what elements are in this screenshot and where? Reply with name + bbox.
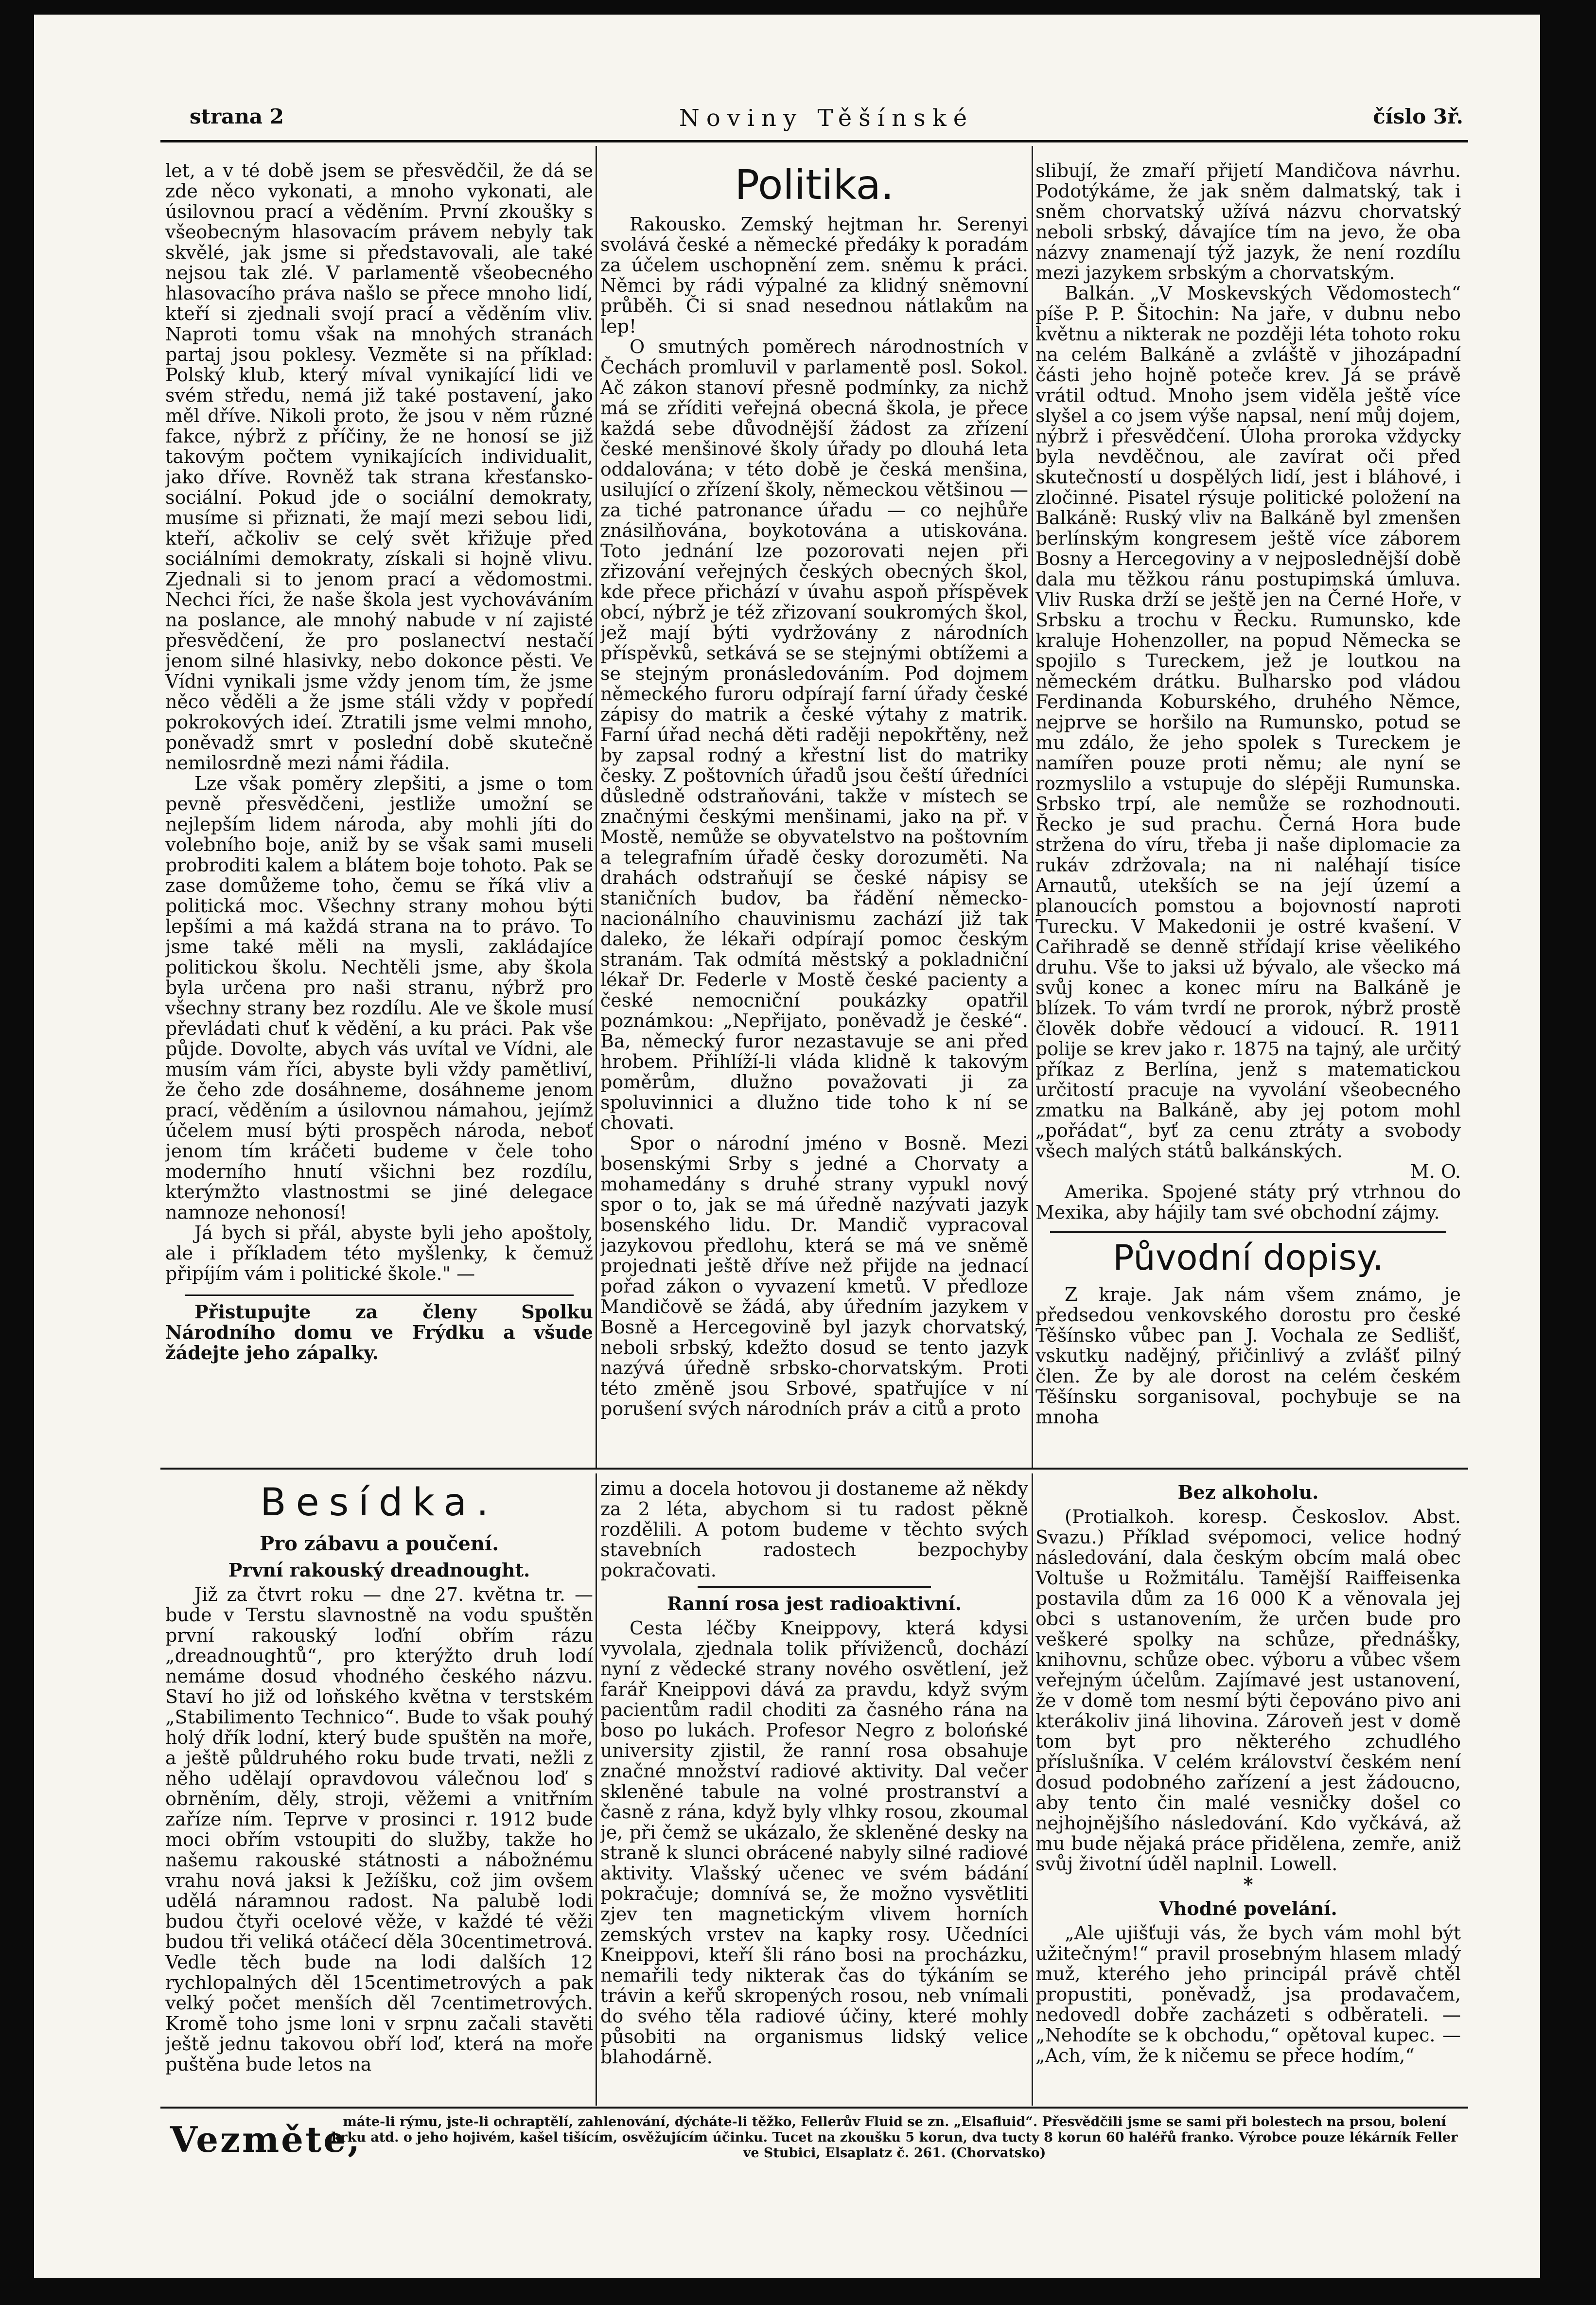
section-heading-politika: Politika.: [735, 161, 894, 209]
scan-border-right: [1540, 0, 1596, 2305]
column-2-politika: [600, 160, 1028, 1464]
scan-border-top: [0, 0, 1596, 15]
signature: M. O.: [1410, 1161, 1461, 1182]
paragraph: O smutných poměrech národnostních v Čechách promluvil v parlamentě posl. Sokol. Ač zákon stanoví přesně podmínky, za nichž má se zříditi veřejná obecná škola, je přece každá sebe důvodnější žádost za zřízení české menšinové školy úřady po dlouhá leta oddalována; v této době je česká menšina, usilující o zřízení školy, německou většinou — za tiché patronance úřadu — co nejhůře znásilňována, boykotována a utiskována. Toto jednání lze pozorovati nejen při zřizování veřejných českých obecných škol, kde přece přichází v úvahu aspoň příspěvek obcí, nýbrž je též zřizovaní soukromých škol, jež mají býti vydržovány z národních příspěvků, setkává se se stejnými obtížemi a se stejným pronásledováním. Pod dojmem německého furoru odpírají farní úřady české zápisy do matrik a české výtahy z matrik. Farní úřad nechá děti raději nepokřtěny, než by zapsal rodný a křestní list do matriky česky. Z poštovních úřadů jsou čeští úředníci důsledně odstraňováni, takže v místech se značnými českými menšinami, jako na př. v Mostě, nemůže se obyvatelstvo na poštovním a telegrafním úřadě česky dorozuměti. Na drahách odstraňují se české nápisy se staničních budov, ba řádění německo-nacionálního chauvinismu zachází již tak daleko, že lékaři odpírají pomoc českým stranám. Tak odmítá městský a pokladniční lékař Dr. Federle v Mostě české pacienty a české nemocniční poukázky opatřil poznámkou: „Nepřijato, poněvadž je české“. Ba, německý furor nezastavuje se ani před hrobem. Přihlíží-li vláda klidně k takovým poměrům, dlužno považovati ji za spoluvinnici a dlužno tide toho k ní se chovati.: [600, 336, 1028, 1134]
column-1-besidka: [165, 1478, 593, 2108]
column-separator: [596, 1473, 597, 2106]
issue-number-label: číslo 3ř.: [1373, 105, 1463, 128]
page-header: [190, 105, 1463, 139]
advert-text: máte-li rýmu, jste-li ochraptělí, zahlenování, dýcháte-li těžko, Fellerův Fluid se zn. „Elsafluid“. Přesvědčili jsme se sami při bolestech na prsou, bolení krku atd. o jeho hojivém, kašel tišícím, osvěžujícím účinku. Tucet na zkoušku 5 korun, dva tucty 8 korun 60 haléřů franko. Výrobce pouze lékárník Feller ve Stubici, Elsaplatz č. 261. (Chorvatsko): [331, 2114, 1458, 2161]
newspaper-title: Noviny Těšínské: [679, 105, 974, 132]
advert-headline: Vezměte,: [170, 2119, 362, 2160]
paragraph: let, a v té době jsem se přesvědčil, že dá se zde něco vykonati, a mnoho vykonati, ale úsilovnou prací a věděním. První zkoušky s všeobecným hlasovacím právem nebyly tak skvělé, jak jsme si představovali, ale také nejsou tak zlé. V parlamentě všeobecného hlasovacího práva našlo se přece mnoho lidí, kteří si zjednali svojí prací a věděním vliv. Naproti tomu však na mnohých stranách partaj jsou poklesy. Vezměte si na příklad: Polský klub, který míval vynikající lidi ve svém středu, nemá již také postavení, jako měl dříve. Nikoli proto, že jsou v něm různé fakce, nýbrž z příčiny, že ne honosí se již takovým počtem vynikajících individualit, jako dříve. Rovněž tak strana křesťansko-sociální. Pokud jde o sociální demokraty, musíme si přiznati, že mají mezi sebou lidi, kteří, ačkoliv se celý svět křižuje před sociálními demokraty, získali si hojně vlivu. Zjednali si to jenom prací a vědomostmi. Nechci říci, že naše škola jest vychováváním na poslance, ale mnohý nabude v ní zajisté přesvědčení, že pro poslanectví nestačí jenom silné hlasivky, nebo dokonce pěsti. Ve Vídni vynikali jsme vždy jenom tím, že jsme něco věděli a že jsme stáli vždy v popředí pokrokových ideí. Ztratili jsme velmi mnoho, poněvadž smrt v poslední době skutečně nemilosrdně mezi námi řádila.: [165, 160, 593, 774]
divider: [1050, 1231, 1446, 1233]
paragraph: Spor o národní jméno v Bosně. Mezi bosenskými Srby s jedné a Chorvaty a mohamedány s druhé strany vypukl nový spor o to, jak se má úředně nazývati jazyk bosenského lidu. Dr. Mandič vypracoval jazykovou předlohu, která se má ve sněmě projednati ještě dříve než přijde na jednací pořad zákon o vyvazení kmetů. V předloze Mandičově se žádá, aby úředním jazykem v Bosně a Hercegovině byl jazyk chorvatský, neboli srbský, kdežto dosud se tento jazyk nazývá úředně srbsko-chorvatským. Proti této změně jsou Srbové, spatřujíce v ní porušení svých národních práv a citů a proto: [600, 1133, 1028, 1419]
column-3-besidka-cont: [1035, 1478, 1461, 2108]
column-separator: [1032, 146, 1033, 1469]
column-separator: [1032, 1473, 1033, 2106]
paragraph: zimu a docela hotovou ji dostaneme až někdy za 2 léta, abychom si tu radost pěkně rozdělili. A potom budeme v těchto svých stavebních radostech bezpochyby pokračovati.: [600, 1478, 1028, 1581]
notice-national-house: Přistupujte za členy Spolku Národního domu ve Frýdku a všude žádejte jeho zápalky.: [165, 1301, 593, 1364]
paragraph: Já bych si přál, abyste byli jeho apoštoly, ale i příkladem této myšlenky, k čemuž připíjím vám i politické škole." —: [165, 1222, 593, 1284]
paragraph: Cesta léčby Kneippovy, která kdysi vyvolala, zjednala tolik příviženců, dochází nyní z vědecké strany nového osvětlení, jež farář Kneippovi dává za pravdu, když svým pacientům radil choditi za časného rána na boso po lukách. Profesor Negro z bolońské university zjistil, že ranní rosa obsahuje značné množství radiové aktivity. Dal večer skleněné tabule na volné prostranství a časně z rána, když byly vlhky rosou, zkoumal je, při čemž se ukázalo, že skleněné desky na straně k slunci obrácené nabyly silné radiové aktivity. Vlašský učenec ve svém bádání pokračuje; domnívá se, že možno vysvětliti zjev ten magnetickým vlivem horních zemských vrstev na kapky rosy. Učedníci Kneippovi, kteří šli ráno bosi na procházku, nemařili tedy nikterak čas do týkáním se trávin a keřů skropených rosou, neb vnímali do svého těla radiové účiny, které mohly působiti na organismus lidský velice blahodárně.: [600, 1617, 1028, 2068]
column-separator: [596, 146, 597, 1469]
page-number-label: strana 2: [190, 105, 284, 128]
column-3-politika-cont: [1035, 160, 1461, 1464]
paragraph: Již za čtvrt roku — dne 27. května tr. — bude v Terstu slavnostně na vodu spuštěn první rakouský loďní obřím rázu „dreadnoughtů“, pro kterýžto druh lodí nemáme dosud vhodného českého názvu. Staví ho již od loňského května v terstském „Stabilimento Technico“. Bude to však pouhý holý dřík lodní, který bude spuštěn na moře, a ještě půldruhého roku bude trvati, nežli z něho udělají opravdovou válečnou loď s obrněním, děly, stroji, věžemi a vnitřním zaříze ním. Teprve v prosinci r. 1912 bude moci obřím vstoupiti do služby, takže ho našemu rakouské státnosti a nábožnému vrahu nová jaksi k Ježíšku, což jim ovšem udělá náramnou radost. Na palubě lodi budou čtyři ocelové věže, v každé té věži budou tři veliká otáčecí děla 30centimetrová. Vedle těch bude na lodi dalších 12 rychlopalných děl 15centimetrových a pak velký počet menších děl 7centimetrových. Kromě toho jsme loni v srpnu začali stavěti ještě jednu takovou obří loď, která na moře puštěna bude letos na: [165, 1584, 593, 2075]
paragraph: Rakousko. Zemský hejtman hr. Serenyi svolává české a německé předáky k poradám za účelem uschopnění zem. sněmu k práci. Němci by rádi výpalné za klidný sněmovní průběh. Či si snad nesednou nátlakům na lep!: [600, 213, 1028, 337]
separator-star: *: [1243, 1873, 1253, 1895]
besidka-rule: [160, 1468, 1468, 1470]
footer-advertisement: [160, 2107, 1468, 2175]
paragraph: (Protialkoh. koresp. Českoslov. Abst. Svazu.) Příklad svépomoci, velice hodný následování, dala českým obcím malá obec Voltuše u Rožmitálu. Tamější Raiffeisenka postavila dům za 16 000 K a věnovala jej obci s ustanovením, že určen bude pro veškeré spolky na schůze, přednášky, knihovnu, schůze obec. výboru a vůbec všem veřejným účelům. Zajímavé jest ustanovení, že v domě tom nesmí býti čepováno pivo ani kterákoliv jiná lihovina. Zároveň jest v domě tom byt pro některého zchudlého příslušníka. V celém království českém není dosud podobného zařízení a jest žádoucno, aby tento čin malé vesničky došel co nejhojnějšího následování. Kdo vyčkává, až mu bude nějaká práce přidělena, zemře, aniž svůj životní úděl naplnil. Lowell.: [1035, 1506, 1461, 1875]
paragraph: Z kraje. Jak nám všem známo, je předsedou venkovského dorostu pro české Těšínsko vůbec pan J. Vochala ze Sedlišť, vskutku nadějný, přičinlivý a zvlášť pilný člen. Že by ale dorost na celém českém Těšínsku sorganisoval, pochybuje se na mnoha: [1035, 1284, 1461, 1428]
paragraph: slibují, že zmaří přijetí Mandičova návrhu. Podotýkáme, že jak sněm dalmatský, tak i sněm chorvatský užívá názvu chorvatský neboli srbský, dávajíce tím na jevo, že oba názvy znamenají týž jazyk, že není rozdílu mezi jazykem srbským a chorvatským.: [1035, 160, 1461, 284]
article-title: První rakouský dreadnought.: [228, 1559, 530, 1581]
paragraph: „Ale ujišťuji vás, že bych vám mohl být užitečným!“ pravil prosebným hlasem mladý muž, kterého jeho principál právě chtěl propustiti, poněvadž, jsa prodavačem, nedovedl dobře zacházeti s odběrateli. — „Nehodíte se k obchodu,“ opětoval kupec. — „Ach, vím, že k ničemu se přece hodím,“: [1035, 1922, 1461, 2066]
divider: [698, 1586, 931, 1588]
header-rule: [160, 140, 1468, 142]
column-1-speech: [165, 160, 593, 1466]
column-2-besidka-cont: [600, 1478, 1028, 2106]
article-title: Bez alkoholu.: [1177, 1481, 1319, 1503]
section-heading-besidka: Besídka.: [260, 1481, 498, 1525]
section-heading-puvodni-dopisy: Původní dopisy.: [1113, 1237, 1384, 1278]
paragraph: Balkán. „V Moskevských Vědomostech“ píše P. P. Šitochin: Na jaře, v dubnu nebo květnu a nikterak ne později léta tohoto roku na celém Balkáně a zvláště v jihozápadní části jeho hojně poteče krev. Já se právě vrátil odtud. Mnoho jsem viděla ještě více slyšel a co jsem výše napsal, není můj dojem, nýbrž i přesvědčení. Úloha proroka vždycky byla nevděčnou, ale zavírat oči před skutečností u dospělých lidí, jest i bláhové, i zločinné. Pisatel rýsuje politické položení na Balkáně: Ruský vliv na Balkáně byl zmenšen berlínským kongresem ještě více záborem Bosny a Hercegoviny a v nejposlednější době dala mu těžkou ránu postupimská úmluva. Vliv Ruska drží se ještě jen na Černé Hoře, v Srbsku a trochu v Řecku. Rumunsko, kde kraluje Hohenzoller, na popud Německa se spojilo s Tureckem, jež je loutkou na německém drátku. Bulharsko pod vládou Ferdinanda Koburského, druhého Němce, nejprve se horšilo na Rumunsko, potud se mu zdálo, že jeho spolek s Tureckem je namířen pouze proti němu; ale nyní se rozmyslilo a vstupuje do slépěji Rumunska. Srbsko trpí, ale nemůže se rozhodnouti. Řecko je sud prachu. Černá Hora bude stržena do víru, třeba ji naše diplomacie za rukáv zdržovala; na ni naléhají tisíce Arnautů, utekších se na její území a planoucích pomstou a bojovností naproti Turecku. V Makedonii je ostré kvašení. V Cařihradě se denně střídají krise věelikého druhu. Vše to jaksi už bývalo, ale všecko má svůj konec a konec míru na Balkáně je blízek. To vám tvrdí ne prorok, nýbrž prostě člověk dobře vědoucí a vidoucí. R. 1911 polije se krev jako r. 1875 na tajný, ale určitý příkaz z Berlína, jenž s matematickou určitostí pracuje na vyvolání všeobecného zmatku na Balkáně, aby jej potom mohl „pořádat“, byť za cenu ztráty a svobody všech malých států balkánských.: [1035, 283, 1461, 1162]
scan-border-left: [0, 0, 34, 2305]
article-title: Ranní rosa jest radioaktivní.: [666, 1593, 962, 1614]
footer-rule: [160, 2107, 1468, 2109]
divider: [185, 1294, 574, 1296]
besidka-subheading: Pro zábavu a poučení.: [259, 1532, 499, 1555]
paragraph: Amerika. Spojené státy prý vtrhnou do Mexika, aby hájily tam své obchodní zájmy.: [1035, 1181, 1461, 1223]
paragraph: Lze však poměry zlepšiti, a jsme o tom pevně přesvědčeni, jestliže umožní se nejlepším lidem národa, aby mohli jíti do volebního boje, aniž by se však sami museli probroditi kalem a blátem boje tohoto. Pak se zase domůžeme toho, čemu se říká vliv a politická moc. Všechny strany mohou býti lepšími a má každá strana na to právo. To jsme také měli na mysli, zakládajíce politickou školu. Nechtěli jsme, aby škola byla určena pro naši stranu, nýbrž pro všechny strany bez rozdílu. Ale ve škole musí převládati chuť k vědění, a ku práci. Pak vše půjde. Dovolte, abych vás uvítal ve Vídni, ale musím vám říci, abyste byli vždy pamětliví, že čeho zde dosáhneme, dosáhneme jenom prací, věděním a úsilovnou námahou, jejímž účelem musí býti prospěch národa, neboť jenom tím kráčeti budeme v čele toho moderního hnutí všichni bez rozdílu, kterýmžto vlastnostmi se jiné delegace namnoze nehonosí!: [165, 773, 593, 1223]
scan-border-bottom: [0, 2278, 1596, 2305]
article-title: Vhodné povelání.: [1159, 1897, 1337, 1919]
